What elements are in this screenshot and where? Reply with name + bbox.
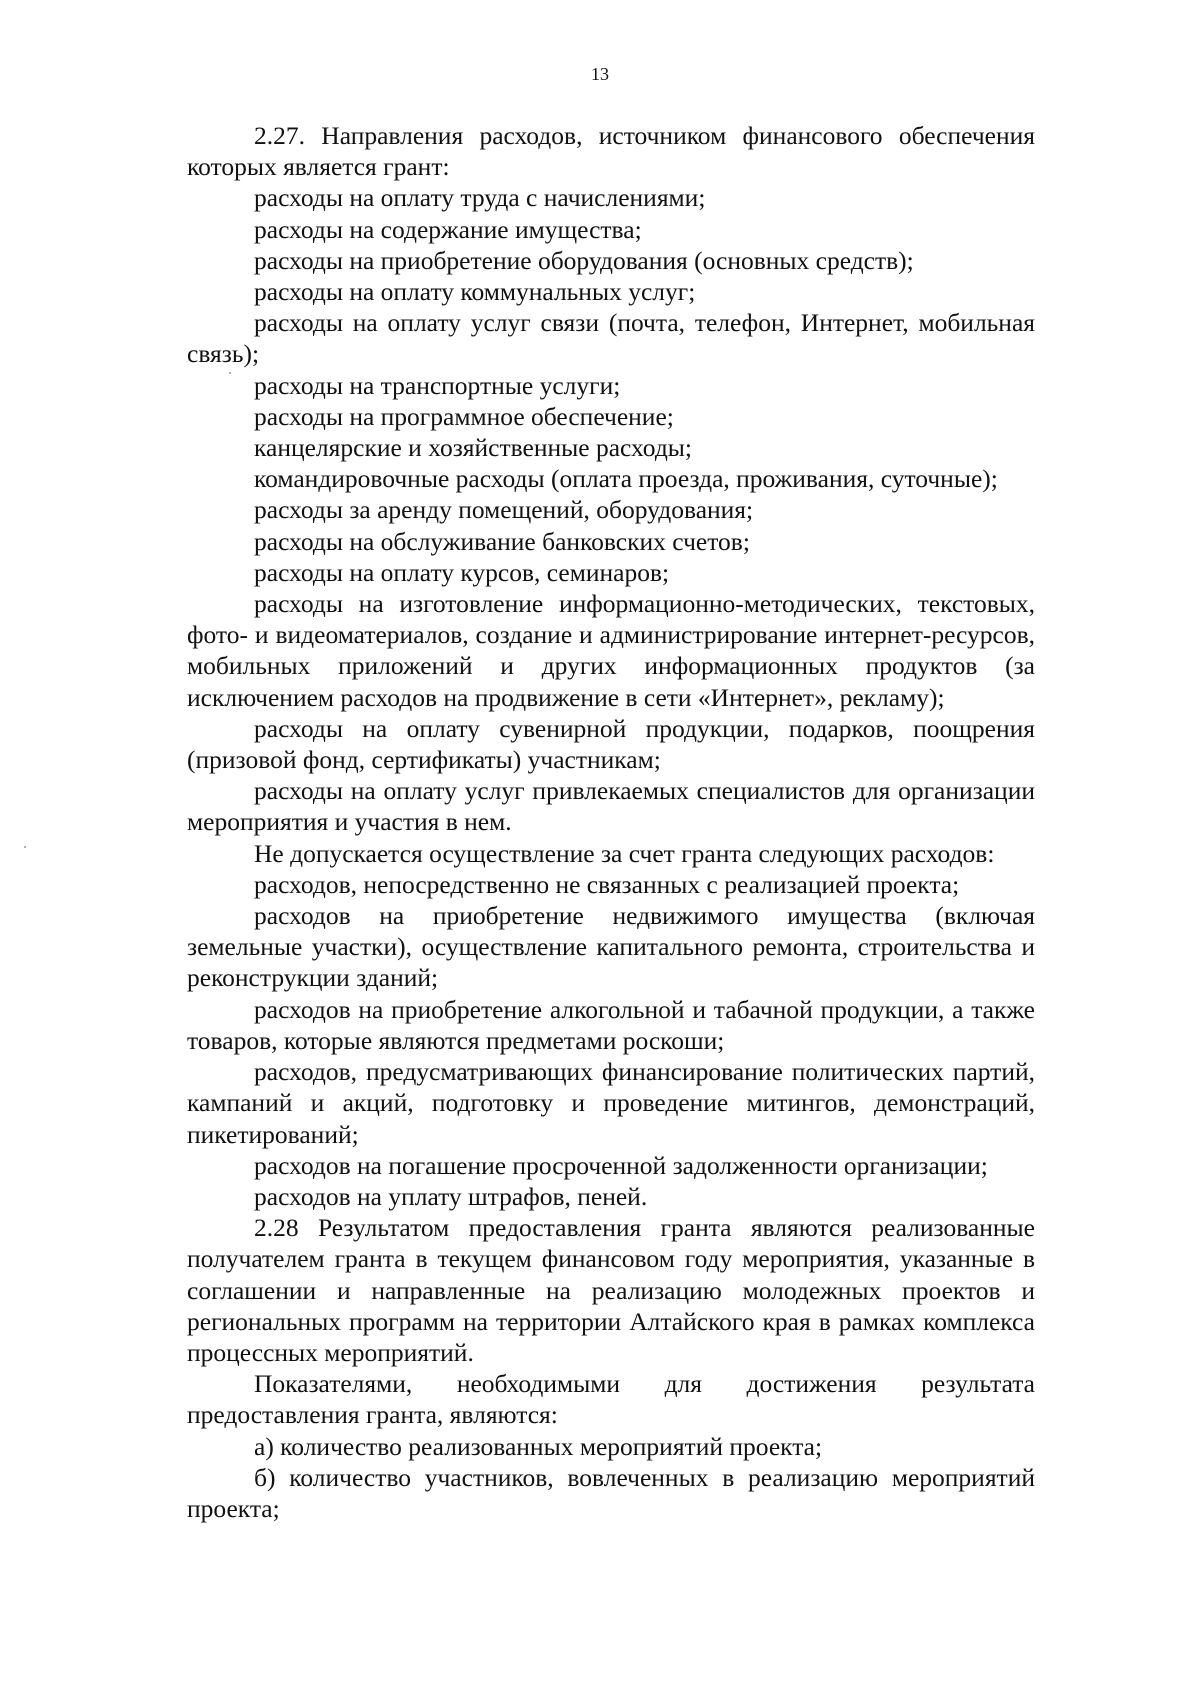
list-item: командировочные расходы (оплата проезда, проживания, суточные); [254,464,998,494]
section-2-27-heading: 2.27. Направления расходов, источником финансового обеспечения которых является грант: [187,121,1035,182]
list-item: расходов на приобретение недвижимого имущества (включая земельные участки), осуществление капитального ремонта, строительства и реконструкции зданий; [187,901,1035,993]
list-item: расходы за аренду помещений, оборудования; [254,495,754,525]
list-item: расходы на оплату коммунальных услуг; [254,277,696,307]
list-item: расходы на оплату курсов, семинаров; [254,557,670,587]
list-item: расходы на оплату услуг связи (почта, телефон, Интернет, мобильная связь); [187,308,1035,369]
list-item: расходы на оплату труда с начислениями; [254,183,706,213]
list-item: расходы на программное обеспечение; [254,401,674,431]
list-item: б) количество участников, вовлеченных в реализацию мероприятий проекта; [187,1462,1035,1523]
list-item: расходов на погашение просроченной задолженности организации; [254,1150,988,1180]
list-item: расходы на оплату услуг привлекаемых специалистов для организации мероприятия и участия в нем. [187,776,1035,837]
section-2-28-paragraph: 2.28 Результатом предоставления гранта являются реализованные получателем гранта в текущем финансовом году мероприятия, указанные в соглашении и направленные на реализацию молодежных проектов и региональных программ на территории Алтайского края в рамках комплекса процессных мероприятий. [187,1213,1035,1367]
page-number: 13 [591,64,609,84]
list-item: канцелярские и хозяйственные расходы; [254,433,693,463]
document-body [187,120,1035,1524]
list-item: расходы на транспортные услуги; [254,370,621,400]
scan-speck [229,372,231,374]
scan-speck [24,846,26,848]
list-item: расходов на приобретение алкогольной и табачной продукции, а также товаров, которые являются предметами роскоши; [187,994,1035,1055]
list-item: расходы на оплату сувенирной продукции, подарков, поощрения (призовой фонд, сертификаты) участникам; [187,713,1035,775]
prohibited-expenses-intro: Не допускается осуществление за счет гранта следующих расходов: [254,838,995,868]
list-item: расходы на обслуживание банковских счетов; [254,526,750,556]
list-item: расходы на приобретение оборудования (основных средств); [254,245,914,275]
list-item: расходов, предусматривающих финансирование политических партий, кампаний и акций, подготовку и проведение митингов, демонстраций, пикетирований; [187,1057,1035,1149]
list-item: расходов, непосредственно не связанных с реализацией проекта; [254,869,960,899]
list-item: а) количество реализованных мероприятий проекта; [254,1431,823,1461]
indicators-intro: Показателями, необходимыми для достижения результата предоставления гранта, являются: [187,1369,1035,1430]
list-item: расходы на содержание имущества; [254,214,642,244]
list-item: расходы на изготовление информационно-методических, текстовых, фото- и видеоматериалов, создание и администрирование интернет-ресурсов, мобильных приложений и других информационных продуктов (за исключением расходов на продвижение в сети «Интернет», рекламу); [187,589,1035,712]
list-item: расходов на уплату штрафов, пеней. [254,1181,648,1211]
